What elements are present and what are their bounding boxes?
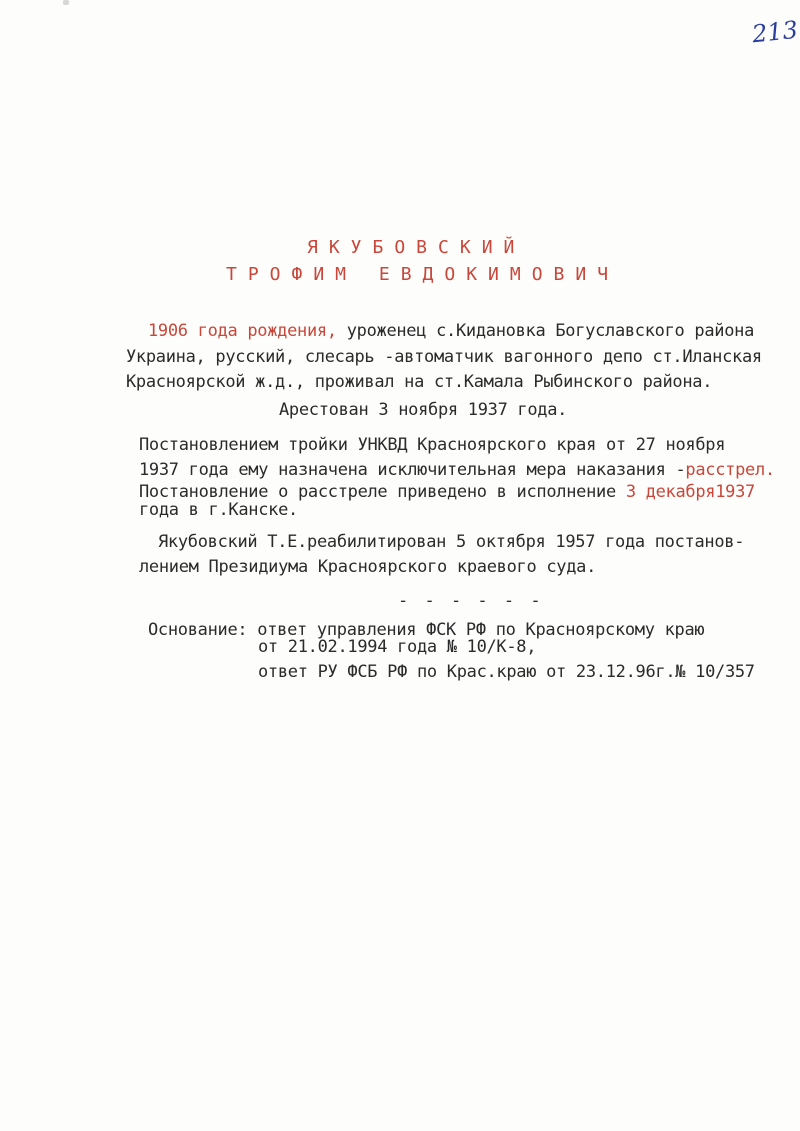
sentence-line-2-text: 1937 года ему назначена исключительная мера наказания - [139,460,686,480]
sentence-line-2 [139,460,775,480]
sentence-verdict: расстрел. [685,460,775,480]
sentence-line-4: года в г.Канске. [139,500,298,520]
basis-line-1: Основание: ответ управления ФСК РФ по Красноярскому краю [148,620,705,640]
basis-line-3: ответ РУ ФСБ РФ по Крас.краю от 23.12.96г.№ 10/357 [258,662,755,682]
scan-mark [63,0,69,5]
separator: - - - - - - [398,591,544,611]
biography-line-3: Красноярской ж.д., проживал на ст.Камала Рыбинского района. [126,372,713,392]
sentence-line-3-text: Постановление о расстреле приведено в исполнение [139,482,626,502]
execution-date: 3 декабря1937 [625,482,755,502]
biography-line-1 [148,321,754,341]
arrest-line: Арестован 3 ноября 1937 года. [279,400,568,420]
rehabilitation-line-1: Якубовский Т.Е.реабилитирован 5 октября 1957 года постанов- [158,532,745,552]
header-surname: ЯКУБОВСКИЙ [307,237,526,258]
folio-number: 213 [750,15,800,49]
sentence-line-1: Постановлением тройки УНКВД Красноярского края от 27 ноября [139,435,726,455]
birthplace: уроженец с.Кидановка Богуславского района [336,321,755,341]
header-name-patronymic: ТРОФИМ ЕВДОКИМОВИЧ [226,264,620,285]
basis-line-2: от 21.02.1994 года № 10/К-8, [258,637,537,657]
birth-year: 1906 года рождения, [148,321,337,341]
sentence-line-3 [139,482,755,502]
rehabilitation-line-2: лением Президиума Красноярского краевого суда. [139,557,597,577]
biography-line-2: Украина, русский, слесарь -автоматчик вагонного депо ст.Иланская [126,347,762,367]
